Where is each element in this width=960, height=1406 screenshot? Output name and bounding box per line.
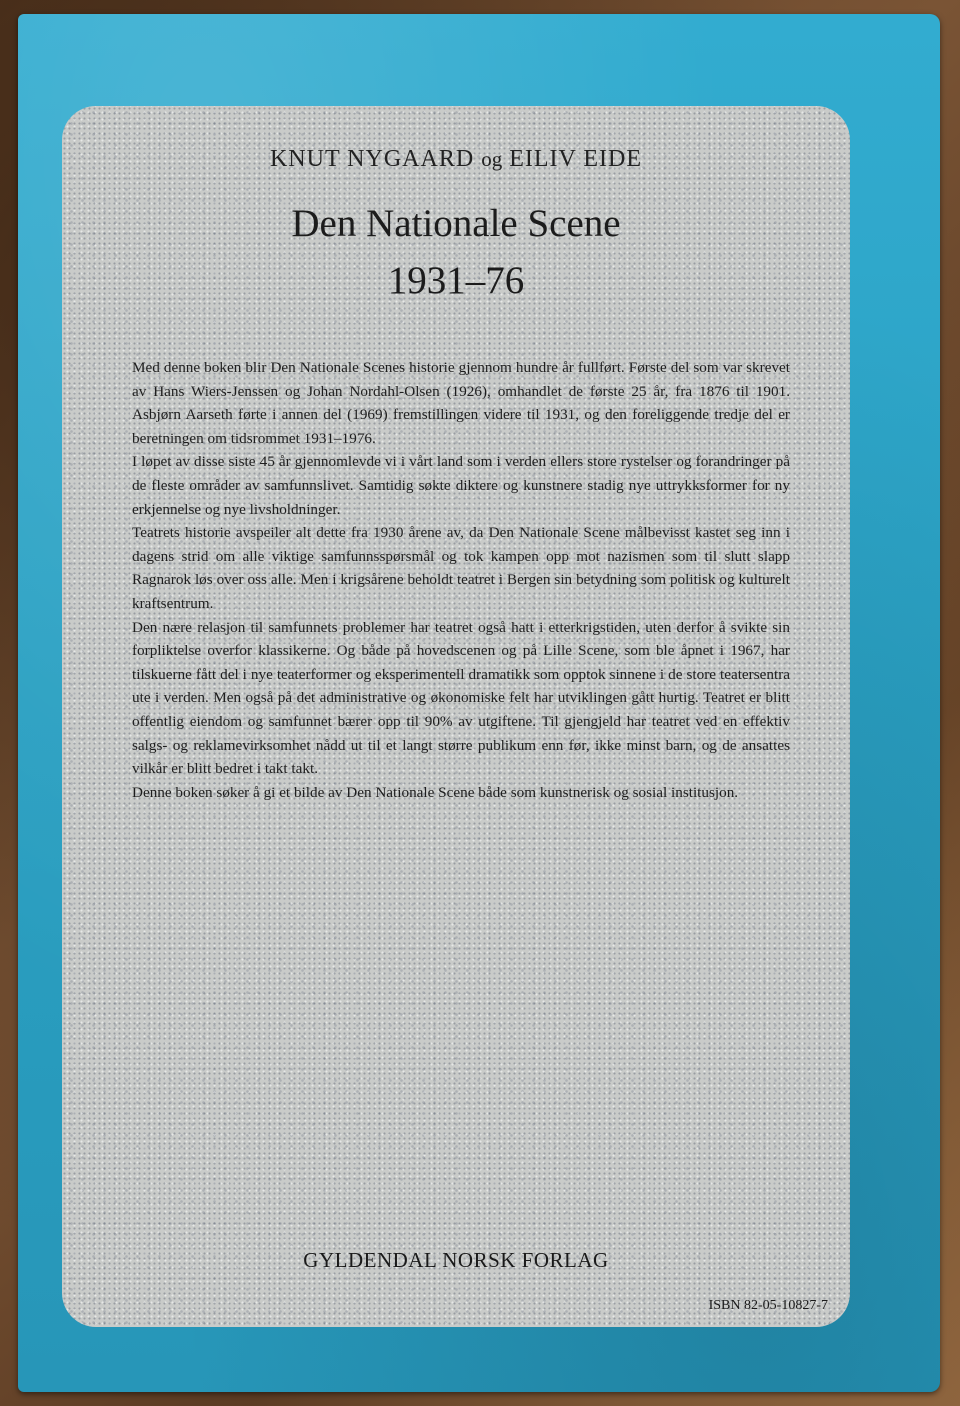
authors-line	[62, 146, 850, 173]
author-conjunction: og	[481, 147, 503, 171]
blurb-paragraph: Teatrets historie avspeiler alt dette fra 1930 årene av, da Den Nationale Scene målbevisst kastet seg inn i dagens strid om alle viktige samfunnsspørsmål og tok kampen opp mot nazismen som til slutt slapp Ragnarok løs over oss alle. Men i krigsårene beholdt teatret i Bergen sin betydning som politisk og kulturelt kraftsentrum.	[132, 524, 790, 612]
book-years: 1931–76	[387, 259, 525, 302]
book-title: Den Nationale Scene	[291, 202, 621, 245]
book-jacket	[18, 14, 940, 1392]
author-2: EILIV EIDE	[509, 146, 643, 172]
blurb-paragraph: Med denne boken blir Den Nationale Scenes historie gjennom hundre år fullført. Første del som var skrevet av Hans Wiers-Jenssen og Johan Nordahl-Olsen (1926), omhandlet de første 25 år, fra 1876 til 1901. Asbjørn Aarseth førte i annen del (1969) fremstillingen videre til 1931, og den foreliggende tredje del er beretningen om tidsrommet 1931–1976.	[132, 359, 790, 447]
author-1: KNUT NYGAARD	[269, 146, 475, 172]
back-cover-panel	[62, 106, 850, 1327]
blurb-paragraph: Den nære relasjon til samfunnets problemer har teatret også hatt i etterkrigstiden, uten derfor å svikte sin forpliktelse overfor klassikerne. Og både på hovedscenen og på Lille Scene, som ble åpnet i 1967, har tilskuerne fått del i nye teaterformer og eksperimentell dramatikk som opptok sinnene i de store teatersentra ute i verden. Men også på det administrative og økonomiske felt har utviklingen gått hurtig. Teatret er blitt offentlig eiendom og samfunnet bærer opp til 90% av utgiftene. Til gjengjeld har teatret ved en effektiv salgs- og reklamevirksomhet nådd ut til et langt større publikum enn før, ikke minst barn, og de ansattes vilkår er blitt bedret i takt takt.	[132, 618, 790, 778]
isbn-number: ISBN 82-05-10827-7	[708, 1298, 828, 1313]
blurb-paragraph: I løpet av disse siste 45 år gjennomlevde vi i vårt land som i verden ellers store rystelser og forandringer på de fleste områder av samfunnslivet. Samtidig søkte diktere og kunstnere stadig nye uttrykksformer for ny erkjennelse og nye livsholdninger.	[132, 453, 790, 518]
blurb-paragraph: Denne boken søker å gi et bilde av Den Nationale Scene både som kunstnerisk og sosial institusjon.	[132, 783, 739, 801]
publisher-name: GYLDENDAL NORSK FORLAG	[303, 1248, 609, 1272]
blurb-text	[132, 356, 790, 804]
